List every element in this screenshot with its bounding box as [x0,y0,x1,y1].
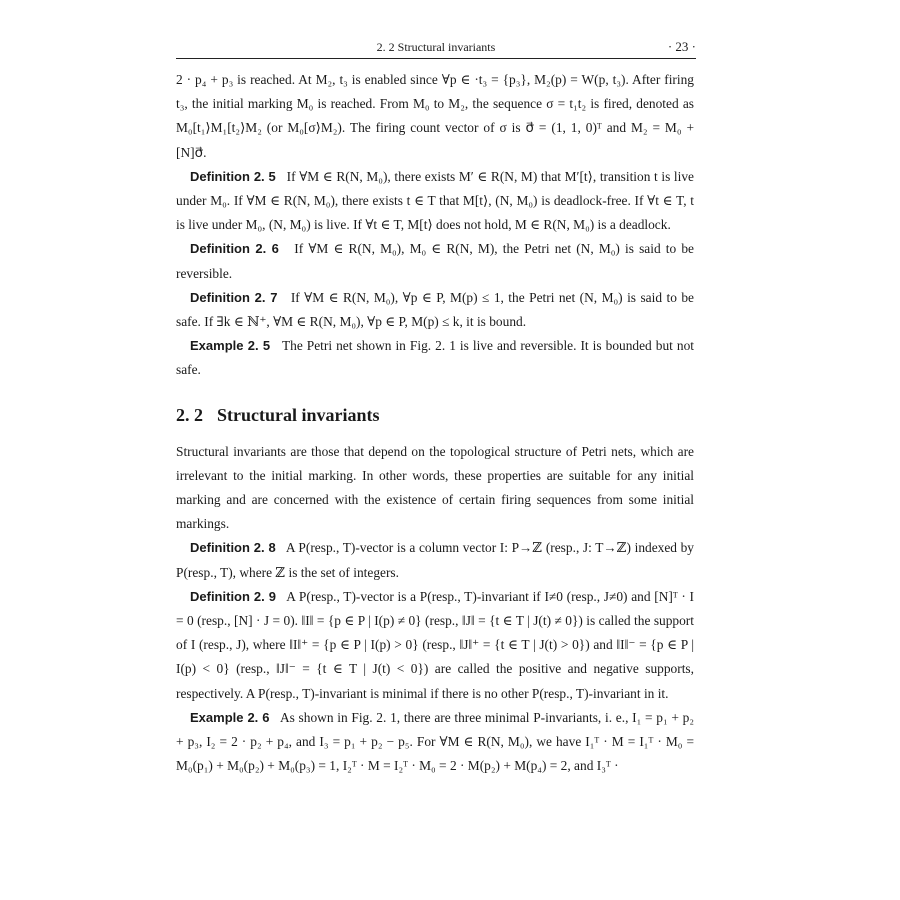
definition-label: Definition 2. 6 [190,241,279,257]
definition-text: If ∀M ∈ R(N, M₀), ∀p ∈ P, M(p) ≤ 1, the Petri net (N, M₀) is said to be safe. If ∃k ∈ ℕ⁺, ∀M ∈ R(N, M₀), ∀p ∈ P, M(p) ≤ k, it is bound. [176,289,695,330]
definition-text: If ∀M ∈ R(N, M₀), M₀ ∈ R(N, M), the Petri net (N, M₀) is said to be reversible. [176,241,694,281]
section-heading [176,405,694,426]
example-text: The Petri net shown in Fig. 2. 1 is live and reversible. It is bounded but not safe. [176,338,694,378]
page-body [176,68,694,778]
definition-label: Definition 2. 8 [190,540,276,556]
header-title: 2. 2 Structural invariants [376,40,496,54]
running-header [176,38,696,59]
definition-label: Definition 2. 5 [190,168,276,184]
definition-text: A P(resp., T)-vector is a P(resp., T)-invariant if I≠0 (resp., J≠0) and [N]ᵀ · I = 0 (resp., [N] · J = 0). ‖I‖ = {p ∈ P | I(p) ≠ 0} (resp., ‖J‖ = {t ∈ T | J(t) ≠ 0}) is called the support of I (resp., J), where ‖I‖⁺ = {p ∈ P | I(p) > 0} (resp., ‖J‖⁺ = {t ∈ T | J(t) > 0}) and ‖I‖⁻ = {p ∈ P | I(p) < 0} (resp., ‖J‖⁻ = {t ∈ T | J(t) < 0}) are called the positive and negative supports, respectively. A P(resp., T)-invariant is minimal if there is no other P(resp., T)-invariant in it. [176,588,694,701]
definition-2-8 [176,536,694,584]
definition-2-6 [176,237,694,285]
definition-label: Definition 2. 9 [190,588,276,604]
page-number: · 23 · [667,39,696,54]
definition-2-7 [176,286,694,334]
example-label: Example 2. 6 [190,709,270,725]
paragraph-continuation: 2 · p₄ + p₃ is reached. At M₂, t₃ is enabled since ∀p ∈ ·t₃ = {p₃}, M₂(p) = W(p, t₃). After firing t₃, the initial marking M₀ is reached. From M₀ to M₂, the sequence σ = t₁t₂ is fired, denoted as M₀[t₁⟩M₁[t₂⟩M₂ (or M₀[σ⟩M₂). The firing count vector of σ is σ⃗ = (1, 1, 0)ᵀ and M₂ = M₀ + [N]σ⃗. [176,72,694,160]
section-intro: Structural invariants are those that depend on the topological structure of Petri nets, which are irrelevant to the initial marking. In other words, these properties are suitable for any initial marking and are concerned with the existence of certain firing sequences from some initial markings. [176,443,694,532]
example-2-5 [176,334,694,382]
definition-text: A P(resp., T)-vector is a column vector I: P→ℤ (resp., J: T→ℤ) indexed by P(resp., T), where ℤ is the set of integers. [176,540,695,580]
section-number: 2. 2 [176,404,203,425]
example-text: As shown in Fig. 2. 1, there are three minimal P-invariants, i. e., I₁ = p₁ + p₂ + p₃, I₂ = 2 · p₂ + p₄, and I₃ = p₁ + p₂ − p₅. For ∀M ∈ R(N, M₀), we have I₁ᵀ · M = I₁ᵀ · M₀ = M₀(p₁) + M₀(p₂) + M₀(p₃) = 1, I₂ᵀ · M = I₂ᵀ · M₀ = 2 · M(p₂) + M(p₄) = 2, and I₃ᵀ · [176,709,694,774]
definition-2-5 [176,165,694,238]
section-title: Structural invariants [217,404,380,425]
example-2-6 [176,706,694,779]
definition-label: Definition 2. 7 [190,289,278,305]
example-label: Example 2. 5 [190,338,271,354]
definition-2-9 [176,585,694,706]
definition-text: If ∀M ∈ R(N, M₀), there exists M′ ∈ R(N, M) that M′[t⟩, transition t is live under M₀. If ∀M ∈ R(N, M₀), there exists t ∈ T that M[t⟩, (N, M₀) is deadlock-free. If ∀t ∈ T, t is live under M₀, (N, M₀) is live. If ∀t ∈ T, M[t⟩ does not hold, M ∈ R(N, M₀) is a deadlock. [176,168,694,233]
